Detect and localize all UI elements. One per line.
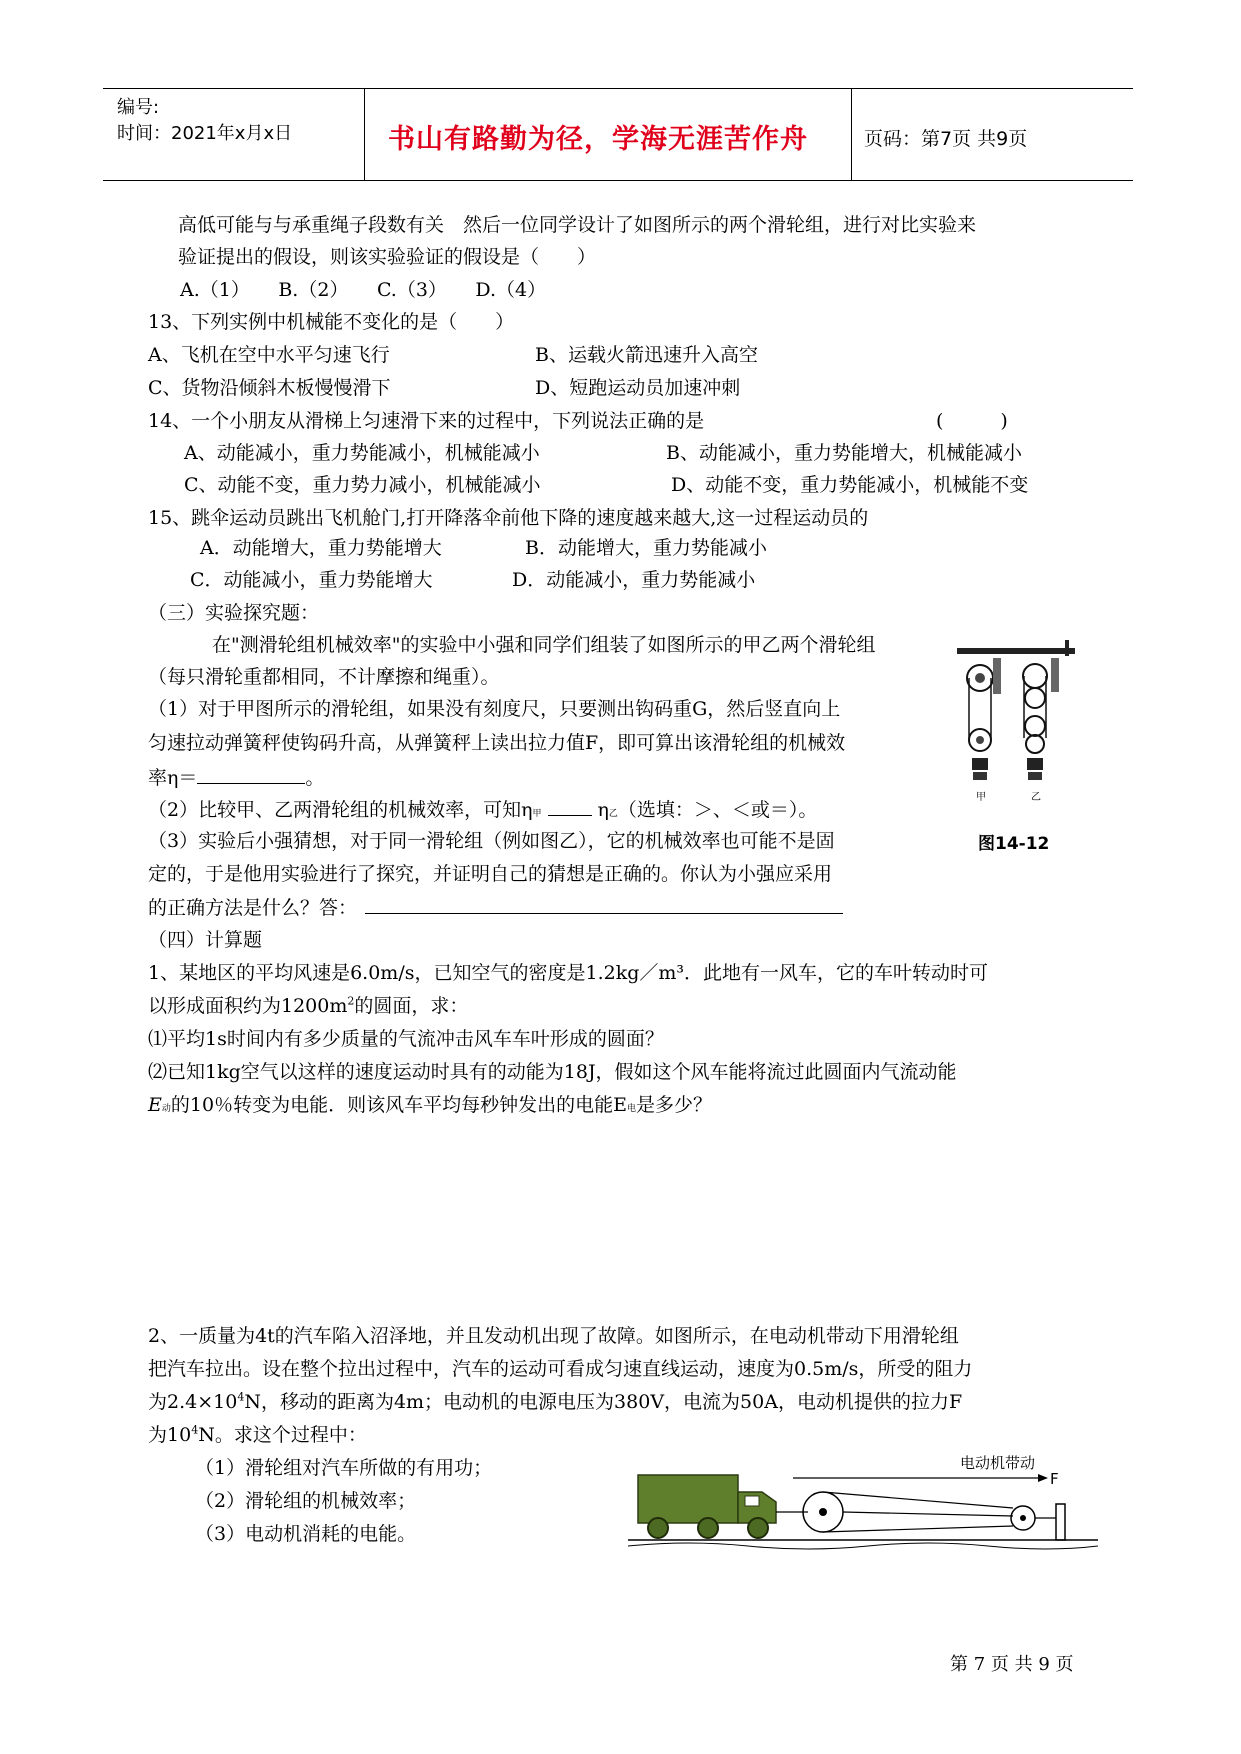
eta-label: 率η＝ [148, 767, 198, 789]
page-info: 页码：第7页 共9页 [864, 128, 1028, 150]
calc1-text: 是多少？ [635, 1094, 712, 1116]
answer-blank[interactable] [365, 895, 843, 914]
subscript-yi: 乙 [608, 809, 618, 819]
header-divider-right [851, 88, 852, 181]
header-bottom-rule [103, 180, 1133, 181]
symbol-e: E [148, 1094, 162, 1116]
calc2-line: 2、一质量为4t的汽车陷入沼泽地，并且发动机出现了故障。如图所示，在电动机带动下用滑轮组 [148, 1325, 959, 1347]
subscript-jia: 甲 [532, 809, 542, 819]
motto-title: 书山有路勤为径，学海无涯苦作舟 [388, 124, 808, 155]
section3-paragraph: 在"测滑轮组机械效率"的实验中小强和同学们组装了如图所示的甲乙两个滑轮组 [212, 634, 876, 656]
label-yi: 乙 [1031, 792, 1041, 803]
calc2-line: 把汽车拉出。设在整个拉出过程中，汽车的运动可看成匀速直线运动，速度为0.5m/s，所受的阻力 [148, 1358, 973, 1380]
header-top-rule [103, 88, 1133, 89]
q15-stem: 15、跳伞运动员跳出飞机舱门,打开降落伞前他下降的速度越来越大,这一过程运动员的 [148, 507, 869, 529]
q15-option-d: D．动能减小，重力势能减小 [512, 569, 756, 591]
q13-option-a: A、飞机在空中水平匀速飞行 [148, 344, 390, 366]
figure-caption: 图14-12 [978, 834, 1050, 854]
motor-label: 电动机带动 [960, 1454, 1036, 1472]
section3-q1-line: （1）对于甲图所示的滑轮组，如果没有刻度尺，只要测出钩码重G，然后竖直向上 [148, 698, 841, 720]
text-line: 验证提出的假设，则该实验验证的假设是（ ） [178, 246, 597, 268]
page-footer: 第 7 页 共 9 页 [950, 1654, 1074, 1675]
subscript-dong: 动 [161, 1104, 171, 1114]
time-label: 时间：2021年x月x日 [117, 123, 293, 144]
serial-label: 编号: [117, 97, 160, 118]
section3-q3-line [148, 895, 843, 920]
q15-option-c: C．动能减小，重力势能增大 [190, 569, 433, 591]
calc2-line [148, 1390, 962, 1414]
calc2-text: N。求这个过程中： [198, 1424, 367, 1446]
section3-q3-line: 定的，于是他用实验进行了探究，并证明自己的猜想是正确的。你认为小强应采用 [148, 863, 833, 885]
section4-title: （四）计算题 [148, 929, 263, 951]
q2-choice-text: （选填：＞、＜或＝）。 [617, 799, 818, 821]
car-pulley-diagram [628, 1440, 1098, 1552]
superscript: 2 [347, 994, 355, 1008]
section3-q1-line: 匀速拉动弹簧秤使钩码升高，从弹簧秤上读出拉力值F，即可算出该滑轮组的机械效 [148, 732, 846, 754]
section3-title: （三）实验探究题： [148, 602, 320, 624]
section3-q2-line [148, 797, 817, 826]
section3-q1-line [148, 765, 324, 790]
section3-paragraph: （每只滑轮重都相同，不计摩擦和绳重）。 [148, 666, 500, 688]
q14-stem: 14、一个小朋友从滑梯上匀速滑下来的过程中，下列说法正确的是 [148, 410, 705, 432]
section3-q3-line: （3）实验后小强猜想，对于同一滑轮组（例如图乙），它的机械效率也可能不是固 [148, 830, 835, 852]
calc1-line: 1、某地区的平均风速是6.0m/s，已知空气的密度是1.2kg／m³．此地有一风车，它的车叶转动时可 [148, 962, 989, 984]
q15-option-b: B．动能增大，重力势能减小 [525, 537, 767, 559]
text-line: 高低可能与与承重绳子段数有关 然后一位同学设计了如图所示的两个滑轮组，进行对比实验来 [178, 214, 977, 236]
label-jia: 甲 [976, 792, 986, 803]
header-divider-left [364, 88, 365, 181]
q15-option-a: A．动能增大，重力势能增大 [200, 537, 442, 559]
period: 。 [305, 767, 325, 789]
superscript: 4 [237, 1390, 245, 1404]
answer-prompt: 的正确方法是什么？答： [148, 897, 358, 919]
calc2-subq: （1）滑轮组对汽车所做的有用功； [195, 1457, 493, 1479]
force-label: F [1050, 1470, 1059, 1488]
q13-stem: 13、下列实例中机械能不变化的是（ ） [148, 311, 515, 333]
q12-options: A.（1） B.（2） C.（3） D.（4） [180, 279, 547, 301]
answer-blank[interactable] [197, 765, 305, 784]
q14-option-c: C、动能不变，重力势力减小，机械能减小 [184, 474, 541, 496]
calc1-text: 的圆面，求： [354, 995, 469, 1017]
calc1-line [148, 994, 468, 1018]
calc1-subq-line2 [148, 1093, 712, 1121]
q13-option-d: D、短跑运动员加速冲刺 [535, 377, 741, 399]
answer-blank[interactable] [548, 797, 592, 816]
calc1-subq: ⑵已知1kg空气以这样的速度运动时具有的动能为18J，假如这个风车能将流过此圆面内气流动能 [148, 1061, 957, 1083]
superscript: 4 [191, 1423, 199, 1437]
q13-option-b: B、运载火箭迅速升入高空 [535, 344, 758, 366]
calc2-line [148, 1423, 367, 1447]
pulley-figure [955, 640, 1080, 810]
calc2-text: 为10 [148, 1424, 192, 1446]
subscript-dian: 电 [626, 1104, 636, 1114]
calc1-text: 的10％转变为电能．则该风车平均每秒钟发出的电能E [170, 1094, 627, 1116]
calc2-subq: （3）电动机消耗的电能。 [195, 1523, 417, 1545]
calc1-text: 以形成面积约为1200m [148, 995, 348, 1017]
calc2-subq: （2）滑轮组的机械效率； [195, 1490, 417, 1512]
q13-option-c: C、货物沿倾斜木板慢慢滑下 [148, 377, 391, 399]
pulley-diagram [955, 640, 1080, 810]
q2-text: （2）比较甲、乙两滑轮组的机械效率，可知η [148, 799, 533, 821]
calc2-text: 为2.4×10 [148, 1391, 238, 1413]
eta-symbol: η [597, 799, 609, 821]
q14-option-a: A、动能减小，重力势能减小，机械能减小 [184, 442, 540, 464]
calc2-text: N，移动的距离为4m；电动机的电源电压为380V，电流为50A，电动机提供的拉力F [244, 1391, 963, 1413]
q14-answer-paren: ( ) [936, 410, 1008, 432]
calc1-subq: ⑴平均1s时间内有多少质量的气流冲击风车车叶形成的圆面？ [148, 1028, 664, 1050]
q14-option-b: B、动能减小，重力势能增大，机械能减小 [666, 442, 1022, 464]
car-pulley-figure [628, 1440, 1098, 1552]
q14-option-d: D、动能不变，重力势能减小，机械能不变 [671, 474, 1029, 496]
